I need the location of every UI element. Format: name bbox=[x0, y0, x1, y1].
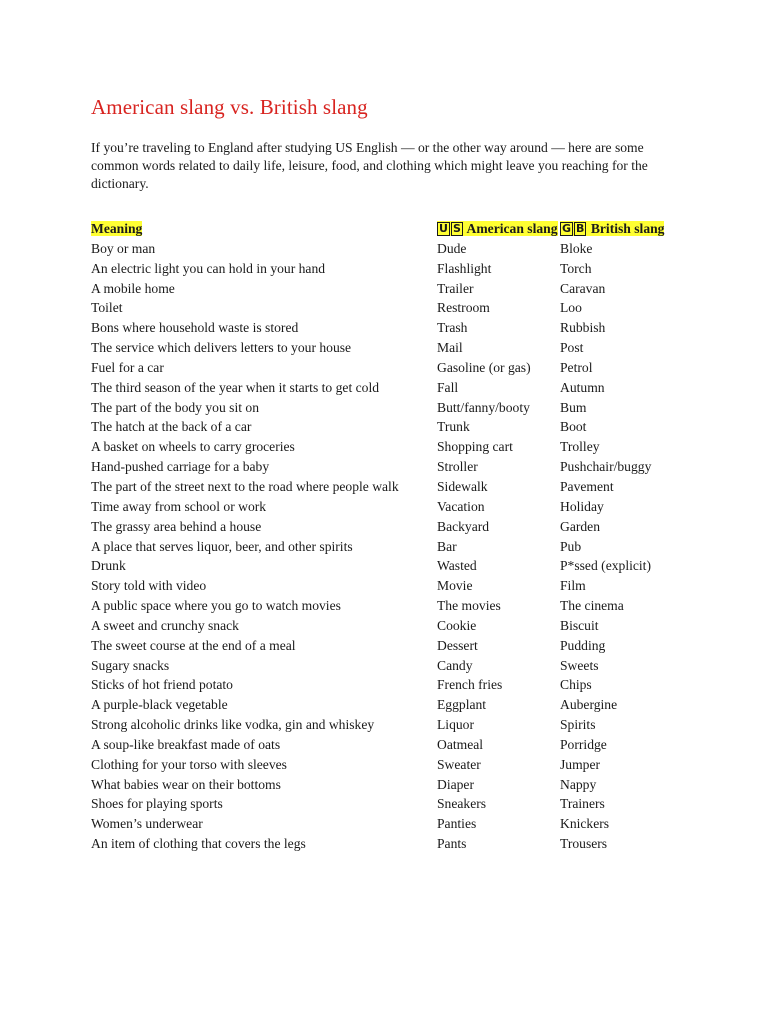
us-flag-letter-u: U bbox=[439, 222, 448, 235]
table-row bbox=[91, 378, 680, 398]
table-row bbox=[91, 794, 680, 814]
cell-meaning: A public space where you go to watch movies bbox=[91, 598, 341, 614]
table-row bbox=[91, 576, 680, 596]
cell-us: Trash bbox=[437, 320, 468, 336]
table-row bbox=[91, 298, 680, 318]
cell-gb: The cinema bbox=[560, 598, 624, 614]
cell-us: Dude bbox=[437, 240, 467, 256]
document-page bbox=[91, 92, 691, 854]
header-american-label: U S American slang bbox=[439, 221, 558, 236]
cell-gb: Pudding bbox=[560, 637, 606, 653]
cell-us: Restroom bbox=[437, 300, 490, 316]
cell-us: Liquor bbox=[437, 717, 474, 733]
cell-us: Eggplant bbox=[437, 697, 487, 713]
table-row bbox=[91, 318, 680, 338]
cell-gb: Torch bbox=[560, 260, 592, 276]
cell-us: Gasoline (or gas) bbox=[437, 359, 531, 375]
table-row bbox=[91, 755, 680, 775]
cell-meaning: Drunk bbox=[91, 558, 126, 574]
table-row bbox=[91, 239, 680, 259]
cell-gb: Trainers bbox=[560, 796, 605, 812]
cell-us: Diaper bbox=[437, 776, 474, 792]
cell-us: Backyard bbox=[437, 518, 490, 534]
table-row bbox=[91, 636, 680, 656]
cell-us: Movie bbox=[437, 578, 473, 594]
cell-gb: Pushchair/buggy bbox=[560, 459, 652, 475]
table-row bbox=[91, 775, 680, 795]
table-row bbox=[91, 338, 680, 358]
cell-gb: Pub bbox=[560, 538, 582, 554]
cell-meaning: Clothing for your torso with sleeves bbox=[91, 756, 287, 772]
cell-us: Oatmeal bbox=[437, 736, 484, 752]
intro-paragraph: If you’re traveling to England after studying US English — or the other way around — here are some common words related to daily life, leisure, food, and clothing which might leave you reaching for the dictionary. bbox=[91, 140, 648, 191]
us-flag-letter-s: S bbox=[452, 222, 461, 235]
cell-gb: Holiday bbox=[560, 498, 604, 514]
cell-gb: Spirits bbox=[560, 717, 596, 733]
cell-gb: Jumper bbox=[560, 756, 601, 772]
cell-gb: Caravan bbox=[560, 280, 606, 296]
table-row bbox=[91, 695, 680, 715]
cell-meaning: Toilet bbox=[91, 300, 123, 316]
page-title: American slang vs. British slang bbox=[91, 95, 368, 119]
cell-meaning: Women’s underwear bbox=[91, 816, 203, 832]
cell-gb: Post bbox=[560, 340, 584, 356]
slang-table bbox=[91, 219, 680, 854]
table-row bbox=[91, 517, 680, 537]
cell-meaning: Time away from school or work bbox=[91, 498, 267, 514]
cell-us: Pants bbox=[437, 836, 467, 852]
cell-meaning: The service which delivers letters to your house bbox=[91, 340, 352, 356]
cell-us: Fall bbox=[437, 379, 459, 395]
cell-gb: Sweets bbox=[560, 657, 599, 673]
cell-meaning: The third season of the year when it starts to get cold bbox=[91, 379, 380, 395]
table-row bbox=[91, 497, 680, 517]
cell-meaning: The sweet course at the end of a meal bbox=[91, 637, 296, 653]
cell-meaning: The grassy area behind a house bbox=[91, 518, 262, 534]
cell-meaning: An item of clothing that covers the legs bbox=[91, 836, 306, 852]
table-header-row bbox=[91, 219, 680, 239]
cell-us: French fries bbox=[437, 677, 503, 693]
cell-meaning: A purple-black vegetable bbox=[91, 697, 228, 713]
table-row bbox=[91, 417, 680, 437]
cell-meaning: Strong alcoholic drinks like vodka, gin and whiskey bbox=[91, 717, 375, 733]
cell-us: Sweater bbox=[437, 756, 481, 772]
table-row bbox=[91, 358, 680, 378]
cell-meaning: The part of the street next to the road where people walk bbox=[91, 478, 399, 494]
cell-meaning: What babies wear on their bottoms bbox=[91, 776, 281, 792]
table-row bbox=[91, 596, 680, 616]
table-row bbox=[91, 537, 680, 557]
table-row bbox=[91, 735, 680, 755]
cell-us: Trailer bbox=[437, 280, 474, 296]
table-row bbox=[91, 259, 680, 279]
cell-gb: Autumn bbox=[560, 379, 605, 395]
cell-us: Dessert bbox=[437, 637, 478, 653]
cell-meaning: The hatch at the back of a car bbox=[91, 419, 252, 435]
cell-meaning: A mobile home bbox=[91, 280, 175, 296]
cell-gb: Rubbish bbox=[560, 320, 606, 336]
cell-us: Stroller bbox=[437, 459, 478, 475]
cell-us: Bar bbox=[437, 538, 457, 554]
cell-us: Wasted bbox=[437, 558, 477, 574]
cell-meaning: Story told with video bbox=[91, 578, 207, 594]
cell-gb: Petrol bbox=[560, 359, 593, 375]
cell-us: The movies bbox=[437, 598, 501, 614]
cell-gb: Film bbox=[560, 578, 586, 594]
header-american bbox=[437, 219, 560, 239]
cell-meaning: Hand-pushed carriage for a baby bbox=[91, 459, 270, 475]
gb-flag-letter-b: B bbox=[576, 222, 585, 235]
cell-gb: Chips bbox=[560, 677, 592, 693]
cell-gb: Trolley bbox=[560, 439, 600, 455]
cell-gb: Porridge bbox=[560, 736, 607, 752]
cell-gb: Bloke bbox=[560, 240, 593, 256]
cell-meaning: Bons where household waste is stored bbox=[91, 320, 299, 336]
cell-us: Mail bbox=[437, 340, 463, 356]
header-british bbox=[560, 219, 680, 239]
table-row bbox=[91, 477, 680, 497]
cell-gb: Pavement bbox=[560, 478, 614, 494]
cell-us: Candy bbox=[437, 657, 473, 673]
gb-flag-letter-g: G bbox=[562, 222, 572, 235]
header-meaning bbox=[91, 219, 437, 239]
cell-gb: Boot bbox=[560, 419, 587, 435]
cell-meaning: Sticks of hot friend potato bbox=[91, 677, 233, 693]
cell-us: Flashlight bbox=[437, 260, 492, 276]
cell-us: Sidewalk bbox=[437, 478, 488, 494]
table-row bbox=[91, 398, 680, 418]
cell-us: Shopping cart bbox=[437, 439, 513, 455]
cell-us: Sneakers bbox=[437, 796, 487, 812]
cell-gb: Garden bbox=[560, 518, 601, 534]
cell-us: Vacation bbox=[437, 498, 485, 514]
cell-meaning: A soup-like breakfast made of oats bbox=[91, 736, 281, 752]
cell-gb: P*ssed (explicit) bbox=[560, 558, 651, 574]
cell-meaning: A sweet and crunchy snack bbox=[91, 617, 239, 633]
table-row bbox=[91, 437, 680, 457]
cell-gb: Knickers bbox=[560, 816, 610, 832]
table-row bbox=[91, 457, 680, 477]
cell-meaning: Boy or man bbox=[91, 240, 156, 256]
cell-gb: Trousers bbox=[560, 836, 608, 852]
cell-us: Panties bbox=[437, 816, 477, 832]
cell-gb: Biscuit bbox=[560, 617, 599, 633]
cell-gb: Aubergine bbox=[560, 697, 618, 713]
table-row bbox=[91, 556, 680, 576]
header-meaning-label: Meaning bbox=[91, 221, 143, 236]
table-row bbox=[91, 834, 680, 854]
cell-gb: Loo bbox=[560, 300, 582, 316]
cell-meaning: Fuel for a car bbox=[91, 359, 164, 375]
cell-meaning: An electric light you can hold in your hand bbox=[91, 260, 326, 276]
cell-gb: Bum bbox=[560, 399, 587, 415]
table-row bbox=[91, 279, 680, 299]
cell-meaning: Shoes for playing sports bbox=[91, 796, 223, 812]
cell-meaning: The part of the body you sit on bbox=[91, 399, 260, 415]
table-row bbox=[91, 814, 680, 834]
table-row bbox=[91, 675, 680, 695]
cell-meaning: A place that serves liquor, beer, and other spirits bbox=[91, 538, 353, 554]
cell-us: Trunk bbox=[437, 419, 470, 435]
cell-gb: Nappy bbox=[560, 776, 597, 792]
cell-meaning: Sugary snacks bbox=[91, 657, 170, 673]
table-row bbox=[91, 656, 680, 676]
cell-meaning: A basket on wheels to carry groceries bbox=[91, 439, 295, 455]
cell-us: Butt/fanny/booty bbox=[437, 399, 530, 415]
cell-us: Cookie bbox=[437, 617, 477, 633]
table-row bbox=[91, 616, 680, 636]
slang-table-body bbox=[91, 239, 680, 854]
table-row bbox=[91, 715, 680, 735]
header-british-label: G B British slang bbox=[562, 221, 665, 236]
